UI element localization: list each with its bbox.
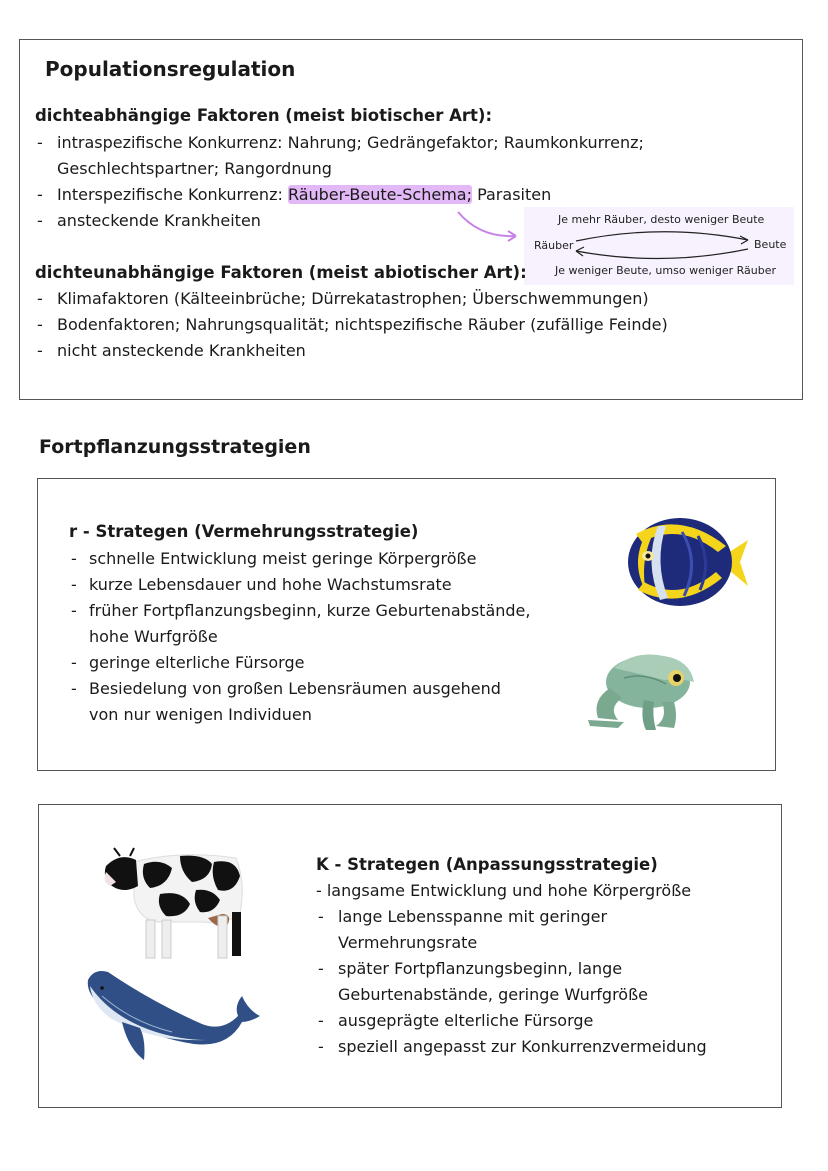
predator-prey-top-label: Je mehr Räuber, desto weniger Beute	[558, 213, 765, 226]
k-strategy-heading: K - Strategen (Anpassungsstrategie)	[316, 855, 658, 874]
dependent-factors-heading: dichteabhängige Faktoren (meist biotischer Art):	[35, 106, 493, 125]
population-regulation-title: Populationsregulation	[45, 57, 296, 81]
list-item: - speziell angepasst zur Konkurrenzvermeidung	[316, 1034, 776, 1060]
frog-icon	[584, 638, 704, 734]
pointer-arrow-icon	[450, 204, 530, 244]
predator-label: Räuber	[534, 239, 574, 252]
independent-factors-heading: dichteunabhängige Faktoren (meist abiotischer Art):	[35, 263, 527, 282]
predator-prey-diagram	[524, 207, 794, 285]
cow-icon	[100, 842, 250, 964]
reproduction-strategies-title: Fortpflanzungsstrategien	[39, 436, 311, 458]
independent-factors-list	[35, 286, 775, 364]
list-item: - ansteckende Krankheiten	[35, 208, 735, 234]
list-item: - Interspezifische Konkurrenz: Räuber-Beute-Schema; Parasiten	[35, 182, 735, 208]
whale-icon	[82, 966, 262, 1066]
list-item: - kurze Lebensdauer und hohe Wachstumsrate	[69, 572, 589, 598]
list-item: - Besiedelung von großen Lebensräumen ausgehend von nur wenigen Individuen	[69, 676, 589, 728]
list-item: - schnelle Entwicklung meist geringe Körpergröße	[69, 546, 589, 572]
k-strategy-list	[316, 904, 776, 1060]
list-item: - früher Fortpflanzungsbeginn, kurze Geburtenabstände, hohe Wurfgröße	[69, 598, 589, 650]
predator-prey-highlight: Räuber-Beute-Schema;	[287, 185, 472, 204]
k-strategy-first-line: - langsame Entwicklung und hohe Körpergröße	[316, 881, 692, 900]
list-item: - später Fortpflanzungsbeginn, lange Geburtenabstände, geringe Wurfgröße	[316, 956, 776, 1008]
fish-icon	[622, 512, 752, 612]
predator-prey-bottom-label: Je weniger Beute, umso weniger Räuber	[555, 264, 777, 277]
r-strategy-list	[69, 546, 589, 728]
list-item: - nicht ansteckende Krankheiten	[35, 338, 775, 364]
list-item: - Klimafaktoren (Kälteeinbrüche; Dürrekatastrophen; Überschwemmungen)	[35, 286, 775, 312]
cycle-arrows-icon	[524, 207, 794, 285]
r-strategy-heading: r - Strategen (Vermehrungsstrategie)	[69, 522, 419, 541]
list-item: - ausgeprägte elterliche Fürsorge	[316, 1008, 776, 1034]
list-item: - geringe elterliche Fürsorge	[69, 650, 589, 676]
list-item: - lange Lebensspanne mit geringer Vermehrungsrate	[316, 904, 776, 956]
list-item: - intraspezifische Konkurrenz: Nahrung; Gedrängefaktor; Raumkonkurrenz; Geschlechtspartner; Rangordnung	[35, 130, 735, 182]
list-item: - Bodenfaktoren; Nahrungsqualität; nichtspezifische Räuber (zufällige Feinde)	[35, 312, 775, 338]
prey-label: Beute	[754, 238, 787, 251]
